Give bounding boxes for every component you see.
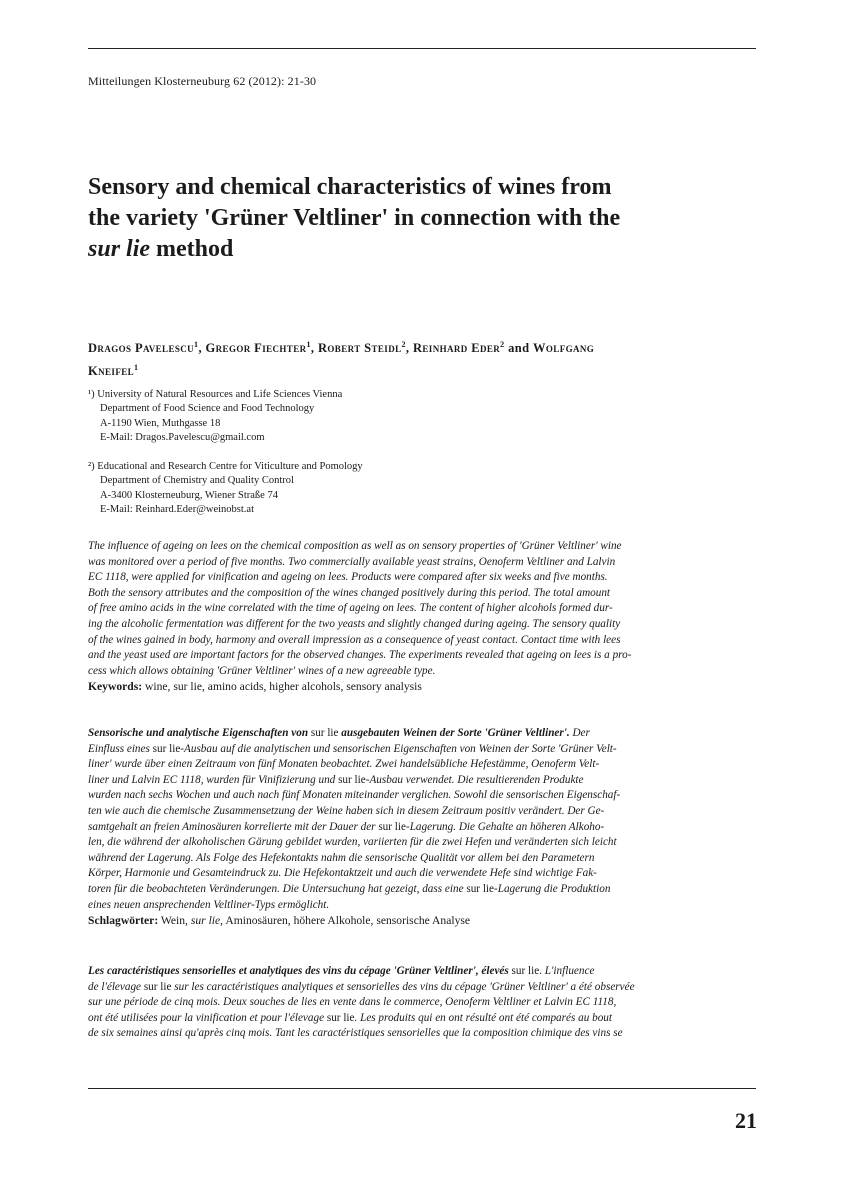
abstract-text: Einfluss eines — [88, 742, 153, 755]
author-4: Reinhard Eder — [412, 341, 501, 356]
affiliation-2 — [88, 460, 688, 518]
affiliation-institution: University of Natural Resources and Life Sciences Vienna — [97, 389, 343, 400]
keywords-text: , Aminosäuren, höhere Alkohole, sensorische Analyse — [220, 914, 471, 928]
title-line-2: the variety 'Grüner Veltliner' in connection with the — [88, 205, 621, 231]
abstract-german — [88, 726, 756, 929]
abstract-line: wurden nach sechs Wochen und auch nach fünf Monaten miteinander verglichen. Sowohl die sensorischen Eigenschaf- — [88, 789, 621, 802]
affiliation-line — [88, 460, 688, 474]
abstract-line: of free amino acids in the wine correlated with the time of ageing on lees. The content of higher alcohols formed dur- — [88, 602, 613, 615]
abstract-english — [88, 539, 756, 695]
author-and: and — [504, 341, 533, 356]
affiliation-line — [88, 388, 688, 402]
abstract-text: -Ausbau verwendet. Die resultierenden Produkte — [365, 773, 584, 786]
affiliation-1 — [88, 388, 688, 446]
abstract-line: and the yeast used are important factors for the observed changes. The experiments revealed that ageing on lees is a pro- — [88, 649, 632, 662]
abstract-line: eines neuen ansprechenden Veltliner-Typs ermöglicht. — [88, 898, 330, 911]
abstract-line — [88, 980, 756, 996]
abstract-line: len, die während der alkoholischen Gärung gebildet wurden, variierten für die zwei Hefen und veränderten sich leicht — [88, 836, 617, 849]
abstract-line: Körper, Harmonie und Gesamteindruck zu. Die Hefekontaktzeit und auch die verwendete Hefe sind wichtige Fak- — [88, 867, 597, 880]
author-4-affil: 2 — [500, 340, 505, 349]
keywords-text: wine, sur lie, amino acids, higher alcohols, sensory analysis — [142, 680, 422, 694]
abstract-text: de l'élevage — [88, 980, 144, 993]
abstract-line: was monitored over a period of five months. Two commercially available yeast strains, Oenoferm Veltliner and Lalvin — [88, 555, 616, 568]
abstract-line: cess which allows obtaining 'Grüner Veltliner' wines of a new agreeable type. — [88, 664, 436, 677]
abstract-line: ten wie auch die chemische Zusammensetzung der Weine haben sich in diesem Zeitraum positiv verändert. Der Ge- — [88, 804, 605, 817]
abstract-text: -Lagerung. Die Gehalte an höheren Alkoho- — [405, 820, 605, 833]
affiliation-line: Department of Chemistry and Quality Control — [100, 475, 294, 487]
author-sep: , — [405, 341, 413, 356]
author-sep: , — [198, 341, 206, 356]
abstract-text: L'influence — [542, 965, 595, 977]
abstract-text: liner und Lalvin EC 1118, wurden für Vinifizierung und — [88, 773, 339, 786]
author-5-last: Kneifel — [88, 364, 135, 379]
abstract-line — [88, 1011, 756, 1027]
affiliation-line: Department of Food Science and Food Technology — [100, 403, 315, 415]
abstract-text: -Ausbau auf die analytischen und sensorischen Eigenschaften von Weinen der Sorte 'Grüner Velt- — [180, 742, 617, 755]
running-head: Mitteilungen Klosterneuburg 62 (2012): 21-30 — [88, 74, 317, 88]
author-sep: , — [310, 341, 318, 356]
abstract-text: ont été utilisées pour la vinification et pour l'élevage — [88, 1011, 327, 1024]
author-1: Dragos Pavelescu — [88, 341, 195, 356]
abstract-text: Der — [569, 727, 590, 739]
keywords-label: Keywords: — [88, 680, 143, 694]
abstract-line: ing the alcoholic fermentation was different for the two yeasts and slightly changed during ageing. The sensory quality — [88, 617, 621, 630]
footer-rule — [88, 1088, 756, 1089]
sur-lie-term: sur lie — [378, 820, 406, 833]
abstract-heading: ausgebauten Weinen der Sorte 'Grüner Veltliner'. — [341, 727, 570, 739]
sur-lie-term: sur lie — [308, 727, 342, 739]
abstract-line: während der Lagerung. Als Folge des Hefekontakts nahm die sensorische Qualität vor allem bei den Parametern — [88, 851, 595, 864]
article-title — [88, 172, 768, 265]
sur-lie-term: sur lie — [338, 773, 366, 786]
abstract-line: of the wines gained in body, harmony and overall impression as a consequence of yeast contact. Contact time with lees — [88, 633, 621, 646]
abstract-line: Both the sensory attributes and the composition of the wines changed positively during this period. The total amount — [88, 586, 611, 599]
sur-lie-term: sur lie — [326, 1011, 355, 1024]
abstract-line — [88, 742, 756, 758]
affiliation-line: A-3400 Klosterneuburg, Wiener Straße 74 — [100, 489, 278, 501]
abstract-line — [88, 820, 756, 836]
sur-lie-term: sur lie. — [508, 965, 542, 977]
abstract-line: EC 1118, were applied for vinification and ageing on lees. Products were compared after six weeks and five months. — [88, 571, 608, 584]
affiliation-institution: Educational and Research Centre for Viticulture and Pomology — [97, 461, 363, 472]
affiliation-line: A-1190 Wien, Muthgasse 18 — [100, 417, 221, 429]
abstract-line: de six semaines ainsi qu'après cinq mois. Tant les caractéristiques sensorielles que la composition chimique des vins se — [88, 1027, 623, 1040]
author-3-affil: 2 — [401, 340, 406, 349]
title-line-1: Sensory and chemical characteristics of wines from — [88, 174, 612, 200]
header-rule — [88, 48, 756, 49]
keywords-german — [88, 913, 756, 929]
abstract-french — [88, 964, 756, 1042]
abstract-heading: Les caractéristiques sensorielles et analytiques des vins du cépage 'Grüner Veltliner', élevés — [88, 965, 509, 977]
keywords-text: Wein, — [158, 914, 191, 928]
author-1-affil: 1 — [194, 340, 199, 349]
abstract-line — [88, 882, 756, 898]
abstract-text: sur les caractéristiques analytiques et sensorielles des vins du cépage 'Grüner Veltliner' a été observée — [171, 980, 635, 993]
affiliation-email: E-Mail: Reinhard.Eder@weinobst.at — [100, 504, 255, 516]
sur-lie-term: sur lie — [466, 882, 494, 895]
abstract-line: The influence of ageing on lees on the chemical composition as well as on sensory properties of 'Grüner Veltliner' wine — [88, 540, 622, 552]
abstract-line — [88, 773, 756, 789]
page-number: 21 — [735, 1108, 757, 1133]
author-5-first: Wolfgang — [532, 341, 595, 356]
abstract-text: toren für die beobachteten Veränderungen. Die Untersuchung hat gezeigt, dass eine — [88, 882, 467, 895]
abstract-line: sur une période de cinq mois. Deux souches de lies en vente dans le commerce, Oenoferm Veltliner et Lalvin EC 1118, — [88, 996, 617, 1009]
abstract-line — [88, 726, 756, 742]
abstract-text: . Les produits qui en ont résulté ont été comparés au bout — [354, 1011, 612, 1024]
affiliation-label: ²) — [88, 461, 98, 472]
abstract-text: -Lagerung die Produktion — [494, 882, 611, 895]
author-2-affil: 1 — [306, 340, 311, 349]
author-3: Robert Steidl — [317, 341, 402, 356]
title-sur-lie: sur lie — [88, 236, 151, 262]
sur-lie-term: sur lie — [152, 742, 181, 755]
sur-lie-term: sur lie — [190, 914, 221, 928]
affiliation-label: ¹) — [88, 389, 98, 400]
keywords-label: Schlagwörter: — [88, 914, 159, 928]
abstract-line — [88, 964, 756, 980]
abstract-line: liner' wurde über einen Zeitraum von fünf Monaten beobachtet. Zwei handelsübliche Hefestämme, Oenoferm Velt- — [88, 758, 600, 771]
abstract-heading: Sensorische und analytische Eigenschaften von — [88, 727, 309, 739]
title-line-3: method — [150, 236, 234, 262]
affiliation-email: E-Mail: Dragos.Pavelescu@gmail.com — [100, 432, 265, 444]
abstract-text: samtgehalt an freien Aminosäuren korrelierte mit der Dauer der — [88, 820, 379, 833]
keywords-english — [88, 679, 756, 695]
sur-lie-term: sur lie — [143, 980, 172, 993]
author-2: Gregor Fiechter — [205, 341, 307, 356]
author-5-affil: 1 — [134, 363, 139, 373]
author-list — [88, 335, 758, 381]
